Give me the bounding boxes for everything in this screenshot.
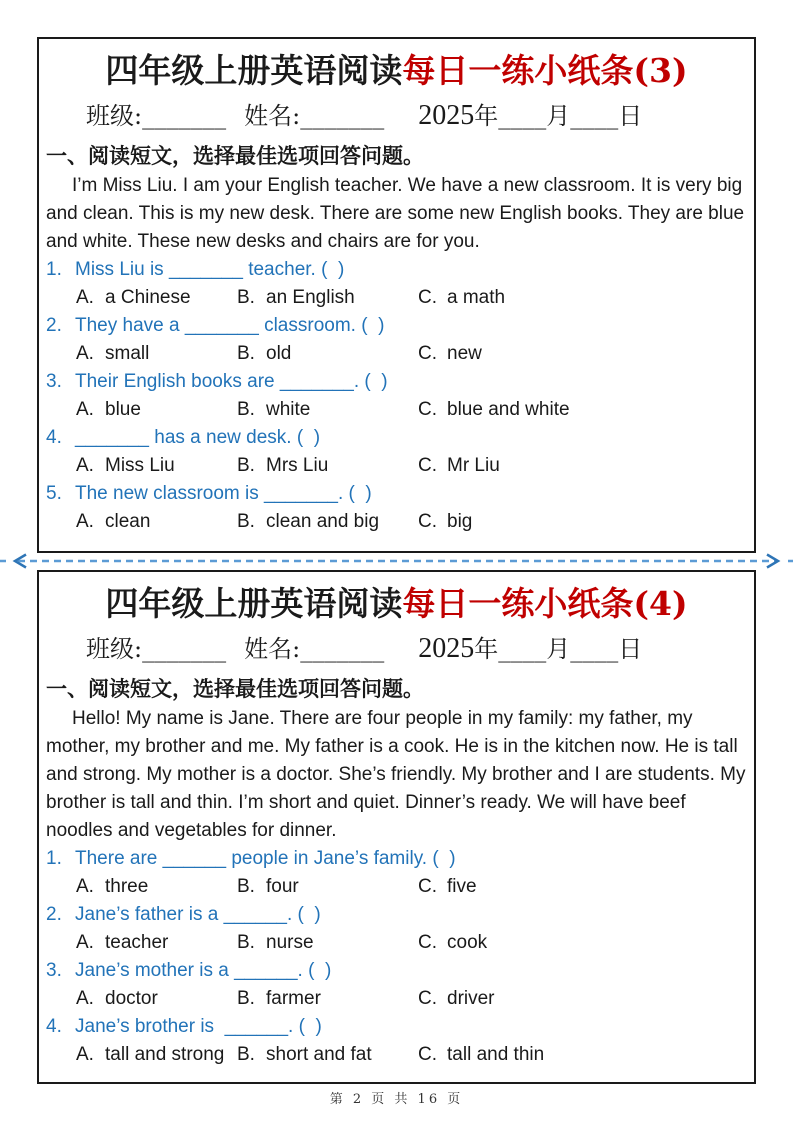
question-text: Jane’s brother is ______. ( ) <box>75 1016 322 1037</box>
name-field <box>244 635 384 663</box>
name-field <box>244 102 384 130</box>
question-text: Their English books are _______. ( ) <box>75 371 388 392</box>
option-text: white <box>266 399 311 420</box>
option-label: C. <box>418 287 437 308</box>
question-1-options <box>46 873 747 901</box>
sheet-title <box>46 49 747 93</box>
option-text: new <box>447 343 482 364</box>
option-label: A. <box>76 988 94 1009</box>
date-year: 2025 <box>418 633 475 664</box>
class-blank: _______ <box>142 102 227 130</box>
date-day-blank: ____ <box>570 635 619 663</box>
option-label: C. <box>418 932 437 953</box>
option-a <box>76 929 237 957</box>
section-heading: 一、阅读短文，选择最佳选项回答问题。 <box>46 676 424 701</box>
option-label: A. <box>76 399 94 420</box>
student-info-line <box>46 98 747 134</box>
option-text: short and fat <box>266 1044 372 1065</box>
question-4 <box>46 1013 747 1041</box>
option-label: B. <box>237 932 255 953</box>
question-2 <box>46 312 747 340</box>
option-c <box>418 340 482 368</box>
option-label: B. <box>237 988 255 1009</box>
question-5 <box>46 480 747 508</box>
option-text: Miss Liu <box>105 455 175 476</box>
question-2 <box>46 901 747 929</box>
option-label: B. <box>237 399 255 420</box>
question-text: There are ______ people in Jane’s family. ( ) <box>75 848 456 869</box>
question-number: 2. <box>46 315 62 336</box>
date-field <box>418 102 642 130</box>
date-month-blank: ____ <box>498 635 547 663</box>
option-b <box>237 1041 418 1069</box>
name-label: 姓名: <box>244 635 301 663</box>
option-c <box>418 508 472 536</box>
name-label: 姓名: <box>244 102 301 130</box>
option-label: B. <box>237 876 255 897</box>
option-text: clean and big <box>266 511 380 532</box>
option-a <box>76 396 237 424</box>
option-text: blue <box>105 399 141 420</box>
question-3-options <box>46 396 747 424</box>
option-a <box>76 340 237 368</box>
option-label: A. <box>76 287 94 308</box>
question-text: Jane’s mother is a ______. ( ) <box>75 960 332 981</box>
option-text: doctor <box>105 988 158 1009</box>
option-label: A. <box>76 343 94 364</box>
option-text: small <box>105 343 150 364</box>
option-a <box>76 508 237 536</box>
option-label: A. <box>76 455 94 476</box>
date-year-unit: 年 <box>474 102 499 130</box>
question-number: 1. <box>46 848 62 869</box>
option-c <box>418 284 505 312</box>
option-label: C. <box>418 399 437 420</box>
option-text: nurse <box>266 932 314 953</box>
date-year: 2025 <box>418 100 475 131</box>
question-number: 2. <box>46 904 62 925</box>
question-3 <box>46 957 747 985</box>
option-text: Mr Liu <box>447 455 500 476</box>
option-text: an English <box>266 287 355 308</box>
sheet-title-black: 四年级上册英语阅读 <box>105 51 403 90</box>
option-label: C. <box>418 988 437 1009</box>
option-label: B. <box>237 511 255 532</box>
option-text: old <box>266 343 292 364</box>
option-text: tall and thin <box>447 1044 545 1065</box>
option-label: B. <box>237 343 255 364</box>
question-4-options <box>46 452 747 480</box>
option-label: B. <box>237 1044 255 1065</box>
option-text: teacher <box>105 932 169 953</box>
option-text: Mrs Liu <box>266 455 329 476</box>
question-4 <box>46 424 747 452</box>
class-label: 班级: <box>86 635 143 663</box>
question-number: 3. <box>46 371 62 392</box>
date-day-unit: 日 <box>618 102 643 130</box>
option-b <box>237 452 418 480</box>
option-a <box>76 452 237 480</box>
section-heading: 一、阅读短文，选择最佳选项回答问题。 <box>46 143 424 168</box>
question-text: They have a _______ classroom. ( ) <box>75 315 385 336</box>
option-text: a math <box>447 287 506 308</box>
option-text: blue and white <box>447 399 570 420</box>
worksheet-sheet-4 <box>37 570 756 1084</box>
date-field <box>418 635 642 663</box>
option-label: B. <box>237 287 255 308</box>
option-c <box>418 929 487 957</box>
option-label: C. <box>418 876 437 897</box>
option-c <box>418 873 477 901</box>
question-number: 4. <box>46 1016 62 1037</box>
worksheet-sheet-3 <box>37 37 756 553</box>
date-month-blank: ____ <box>498 102 547 130</box>
option-text: clean <box>105 511 151 532</box>
option-text: a Chinese <box>105 287 191 308</box>
question-3 <box>46 368 747 396</box>
option-c <box>418 452 500 480</box>
date-year-unit: 年 <box>474 635 499 663</box>
sheet-title <box>46 582 747 626</box>
sheet-title-red: 每日一练小纸条(4) <box>402 584 688 623</box>
option-label: C. <box>418 511 437 532</box>
option-c <box>418 1041 544 1069</box>
class-field <box>86 635 226 663</box>
question-text: Jane’s father is a ______. ( ) <box>75 904 321 925</box>
option-text: tall and strong <box>105 1044 225 1065</box>
question-2-options <box>46 340 747 368</box>
option-a <box>76 873 237 901</box>
question-number: 5. <box>46 483 62 504</box>
option-b <box>237 873 418 901</box>
option-label: A. <box>76 1044 94 1065</box>
option-label: C. <box>418 1044 437 1065</box>
option-b <box>237 508 418 536</box>
student-info-line <box>46 631 747 667</box>
question-1 <box>46 845 747 873</box>
option-b <box>237 396 418 424</box>
option-c <box>418 396 570 424</box>
option-text: driver <box>447 988 495 1009</box>
question-text: Miss Liu is _______ teacher. ( ) <box>75 259 345 280</box>
question-5-options <box>46 508 747 536</box>
name-blank: _______ <box>300 102 385 130</box>
option-label: C. <box>418 343 437 364</box>
option-label: C. <box>418 455 437 476</box>
reading-passage: I’m Miss Liu. I am your English teacher. We have a new classroom. It is very big and clean. This is my new desk. There are some new English books. They are blue and white. These new desks and chairs are for you. <box>46 175 745 252</box>
question-number: 1. <box>46 259 62 280</box>
class-label: 班级: <box>86 102 143 130</box>
option-b <box>237 929 418 957</box>
option-a <box>76 985 237 1013</box>
question-2-options <box>46 929 747 957</box>
question-number: 4. <box>46 427 62 448</box>
class-blank: _______ <box>142 635 227 663</box>
cut-line-divider <box>0 553 793 569</box>
reading-passage: Hello! My name is Jane. There are four people in my family: my father, my mother, my brother and me. My father is a cook. He is in the kitchen now. He is tall and strong. My mother is a doctor. She’s friendly. My brother and I are students. My brother is tall and thin. I’m short and quiet. Dinner’s ready. We will have beef noodles and vegetables for dinner. <box>46 708 746 841</box>
date-month-unit: 月 <box>546 102 571 130</box>
option-label: A. <box>76 932 94 953</box>
option-text: three <box>105 876 149 897</box>
option-a <box>76 284 237 312</box>
date-month-unit: 月 <box>546 635 571 663</box>
question-4-options <box>46 1041 747 1069</box>
option-label: A. <box>76 876 94 897</box>
question-3-options <box>46 985 747 1013</box>
date-day-unit: 日 <box>618 635 643 663</box>
option-text: farmer <box>266 988 321 1009</box>
option-b <box>237 985 418 1013</box>
option-c <box>418 985 495 1013</box>
option-a <box>76 1041 237 1069</box>
question-number: 3. <box>46 960 62 981</box>
question-text: The new classroom is _______. ( ) <box>75 483 372 504</box>
sheet-title-red: 每日一练小纸条(3) <box>402 51 688 90</box>
dashed-double-arrow-icon <box>0 553 793 569</box>
page-number-footer: 第 2 页 共 16 页 <box>329 1092 464 1107</box>
sheet-title-black: 四年级上册英语阅读 <box>105 584 403 623</box>
option-text: four <box>266 876 299 897</box>
option-label: B. <box>237 455 255 476</box>
option-text: five <box>447 876 477 897</box>
option-text: cook <box>447 932 488 953</box>
question-1-options <box>46 284 747 312</box>
option-label: A. <box>76 511 94 532</box>
option-b <box>237 284 418 312</box>
option-text: big <box>447 511 473 532</box>
question-text: _______ has a new desk. ( ) <box>75 427 321 448</box>
option-b <box>237 340 418 368</box>
question-1 <box>46 256 747 284</box>
class-field <box>86 102 226 130</box>
name-blank: _______ <box>300 635 385 663</box>
date-day-blank: ____ <box>570 102 619 130</box>
